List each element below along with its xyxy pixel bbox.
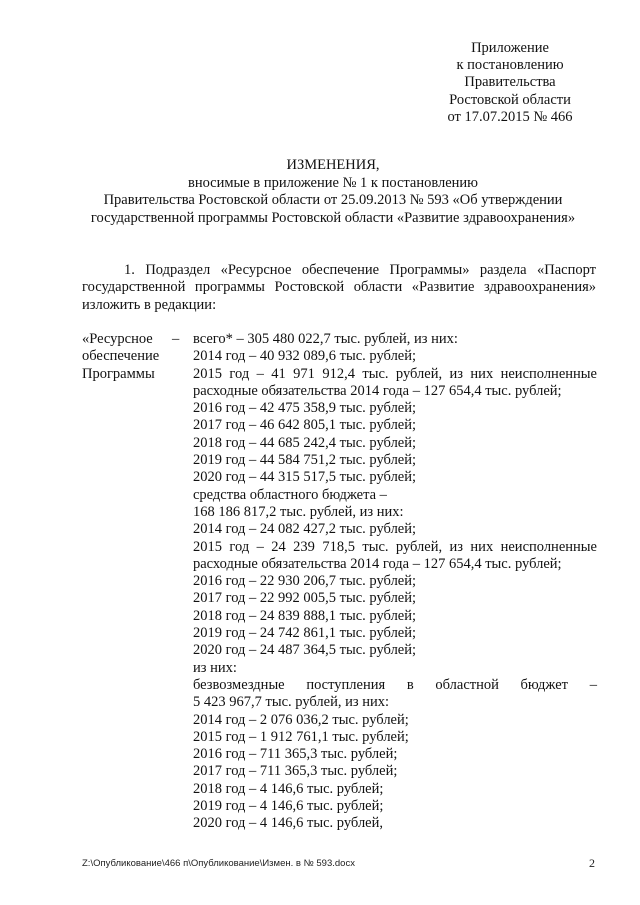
word: поступления [306, 676, 386, 693]
resource-line: 2017 год – 22 992 005,5 тыс. рублей; [193, 590, 417, 607]
title-line: Правительства Ростовской области от 25.09.2013 № 593 «Об утверждении [103, 192, 563, 208]
resource-line: 2018 год – 44 685 242,4 тыс. рублей; [193, 434, 417, 451]
resource-label [82, 331, 182, 383]
resource-line: 168 186 817,2 тыс. рублей, из них: [193, 503, 404, 520]
word: 2015 [193, 365, 222, 382]
page-number: 2 [589, 856, 595, 870]
word: в [406, 676, 414, 693]
resource-line: 2020 год – 4 146,6 тыс. рублей, [193, 815, 384, 832]
word: год [229, 365, 250, 382]
word: 718,5 [322, 538, 355, 555]
document-title [60, 157, 606, 227]
word: безвозмездные [193, 676, 285, 693]
word: 2015 [193, 538, 222, 555]
word: бюджет [520, 676, 568, 693]
word: областной [435, 676, 499, 693]
resource-line: 2016 год – 42 475 358,9 тыс. рублей; [193, 400, 417, 417]
word: рублей, [395, 538, 443, 555]
title-heading: ИЗМЕНЕНИЯ, [286, 157, 380, 173]
word: из [449, 538, 464, 555]
resource-line: 2016 год – 22 930 206,7 тыс. рублей; [193, 573, 417, 590]
appendix-line: Приложение [471, 40, 549, 56]
appendix-line: от 17.07.2015 № 466 [447, 108, 573, 125]
resource-dash: – [172, 331, 180, 347]
word: 41 [271, 365, 286, 382]
intro-section [82, 262, 596, 314]
resource-line [193, 366, 597, 383]
resource-line: 2018 год – 24 839 888,1 тыс. рублей; [193, 607, 417, 624]
resource-line: 2015 год – 1 912 761,1 тыс. рублей; [193, 728, 409, 745]
resource-label-line: «Ресурсное [82, 331, 153, 347]
title-line: государственной программы Ростовской области «Развитие здравоохранения» [90, 209, 576, 226]
word: рублей, [395, 365, 443, 382]
resource-line: из них: [193, 659, 237, 676]
word: них [470, 365, 494, 382]
resource-line [193, 677, 597, 694]
resource-line: всего* – 305 480 022,7 тыс. рублей, из них: [193, 331, 458, 347]
resource-line: 2014 год – 40 932 089,6 тыс. рублей; [193, 348, 417, 365]
word: 912,4 [322, 365, 355, 382]
resource-line: расходные обязательства 2014 года – 127 654,4 тыс. рублей; [193, 555, 562, 572]
word: – [589, 676, 597, 693]
word: – [256, 365, 264, 382]
resource-line [193, 539, 597, 556]
word: тыс. [362, 538, 389, 555]
word: тыс. [362, 365, 389, 382]
word: них [470, 538, 494, 555]
word: – [256, 538, 264, 555]
word: неисполненные [500, 365, 597, 382]
resource-line: 2018 год – 4 146,6 тыс. рублей; [193, 780, 384, 797]
word: 239 [293, 538, 315, 555]
intro-paragraph: 1. Подраздел «Ресурсное обеспечение Программы» раздела «Паспорт государственной программы Ростовской области «Развитие здравоохранения» изложить в редакции: [82, 262, 596, 313]
resource-line: 2017 год – 46 642 805,1 тыс. рублей; [193, 417, 417, 434]
word: 971 [293, 365, 315, 382]
resource-line: 2019 год – 24 742 861,1 тыс. рублей; [193, 625, 417, 642]
resource-label-line: Программы [82, 365, 155, 382]
resource-line: 2016 год – 711 365,3 тыс. рублей; [193, 746, 398, 763]
title-line: вносимые в приложение № 1 к постановлению [187, 174, 479, 191]
resource-line: средства областного бюджета – [193, 486, 387, 503]
resource-line: 2014 год – 24 082 427,2 тыс. рублей; [193, 521, 417, 538]
resource-line: 2020 год – 24 487 364,5 тыс. рублей; [193, 642, 417, 659]
resource-line: 2019 год – 44 584 751,2 тыс. рублей; [193, 452, 417, 469]
resource-line: 2014 год – 2 076 036,2 тыс. рублей; [193, 711, 409, 728]
resource-line: 5 423 967,7 тыс. рублей, из них: [193, 694, 389, 711]
resource-body [193, 331, 597, 833]
word: неисполненные [500, 538, 597, 555]
resource-label-line: обеспечение [82, 348, 160, 365]
word: из [449, 365, 464, 382]
resource-line: расходные обязательства 2014 года – 127 654,4 тыс. рублей; [193, 382, 562, 399]
word: 24 [271, 538, 286, 555]
appendix-line: Правительства [464, 74, 556, 91]
appendix-line: Ростовской области [449, 91, 571, 108]
resource-line: 2017 год – 711 365,3 тыс. рублей; [193, 763, 398, 780]
resource-line: 2020 год – 44 315 517,5 тыс. рублей; [193, 469, 417, 486]
word: год [229, 538, 250, 555]
resource-line: 2019 год – 4 146,6 тыс. рублей; [193, 798, 384, 815]
footer-file-path: Z:\Опубликование\466 п\Опубликование\Измен. в № 593.docx [82, 858, 355, 869]
appendix-line: к постановлению [456, 57, 564, 74]
appendix-header [420, 40, 600, 126]
